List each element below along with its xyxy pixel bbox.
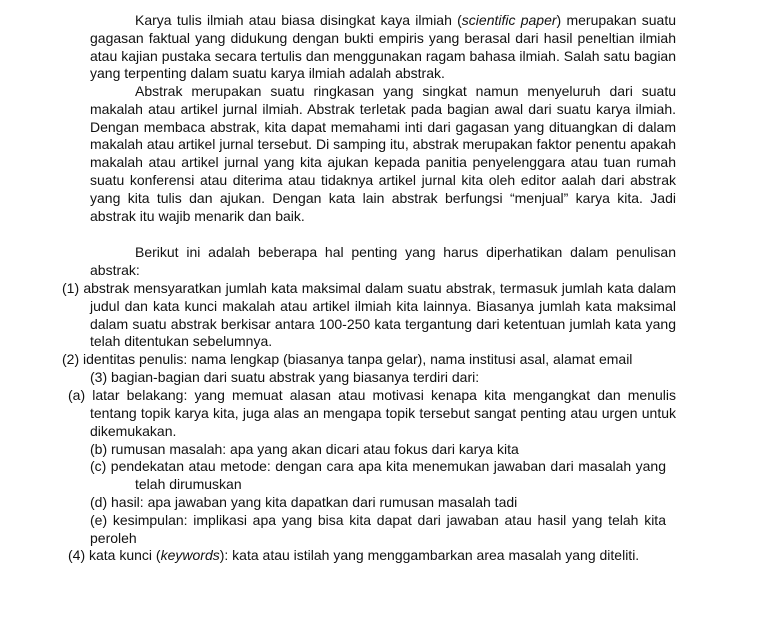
sub-item-e: (e) kesimpulan: implikasi apa yang bisa kita dapat dari jawaban atau hasil yang telah kita peroleh — [90, 512, 666, 546]
sub-item-d: (d) hasil: apa jawaban yang kita dapatkan dari rumusan masalah tadi — [90, 494, 518, 510]
list-item-4-italic: keywords — [160, 547, 220, 563]
sub-item-c: (c) pendekatan atau metode: dengan cara apa kita menemukan jawaban dari masalah yang telah dirumuskan — [90, 458, 666, 492]
sub-item-a: (a) latar belakang: yang memuat alasan atau motivasi kenapa kita mengangkat dan menulis tentang topik karya kita, juga alas an mengapa topik tersebut sangat penting atau urgen untuk dikemukakan. — [68, 387, 676, 439]
paragraph-intro-text-cont: ) merupakan suatu gagasan faktual yang didukung dengan bukti empiris yang berasal dari hasil peneltian ilmiah atau kajian pustaka secara tertulis dan menggunakan ragam bahasa ilmiah. Salah satu bagian yang terpenting dalam suatu karya ilmiah adalah abstrak. — [90, 12, 676, 82]
paragraph-list-intro: Berikut ini adalah beberapa hal penting yang harus diperhatikan dalam penulisan abstrak: — [90, 244, 676, 278]
paragraph-intro-italic: scientific paper — [461, 12, 557, 28]
list-item-3: (3) bagian-bagian dari suatu abstrak yang biasanya terdiri dari: — [90, 369, 480, 385]
list-item-4-text-cont: ): kata atau istilah yang menggambarkan area masalah yang diteliti. — [219, 547, 640, 563]
list-item-4 — [68, 547, 676, 565]
sub-item-b: (b) rumusan masalah: apa yang akan dicari atau fokus dari karya kita — [90, 441, 519, 457]
paragraph-intro-text: Karya tulis ilmiah atau biasa disingkat kaya ilmiah ( — [135, 12, 462, 28]
list-item-1: (1) abstrak mensyaratkan jumlah kata maksimal dalam suatu abstrak, termasuk jumlah kata dalam judul dan kata kunci makalah atau artikel ilmiah kita lainnya. Biasanya jumlah kata maksimal dalam suatu abstrak berkisar antara 100-250 kata tergantung dari ketentuan jumlah kata yang telah ditentukan sebelumnya. — [62, 280, 676, 350]
list-item-4-text: (4) kata kunci ( — [68, 547, 161, 563]
paragraph-intro — [90, 12, 676, 83]
list-item-2: (2) identitas penulis: nama lengkap (biasanya tanpa gelar), nama institusi asal, alamat email — [62, 351, 633, 367]
paragraph-abstract-definition: Abstrak merupakan suatu ringkasan yang singkat namun menyeluruh dari suatu makalah atau artikel jurnal ilmiah. Abstrak terletak pada bagian awal dari suatu karya ilmiah. Dengan membaca abstrak, kita dapat memahami inti dari gagasan yang dituangkan di dalam makalah atau artikel jurnal tersebut. Di samping itu, abstrak merupakan faktor penentu apakah makalah atau artikel jurnal yang kita ajukan kepada panitia penyelenggara atau tuan rumah suatu konferensi atau diterima atau tidaknya artikel jurnal kita oleh editor aalah dari abstrak yang kita tulis dan ajukan. Dengan kata lain abstrak berfungsi “menjual” karya kita. Jadi abstrak itu wajib menarik dan baik. — [90, 83, 676, 224]
